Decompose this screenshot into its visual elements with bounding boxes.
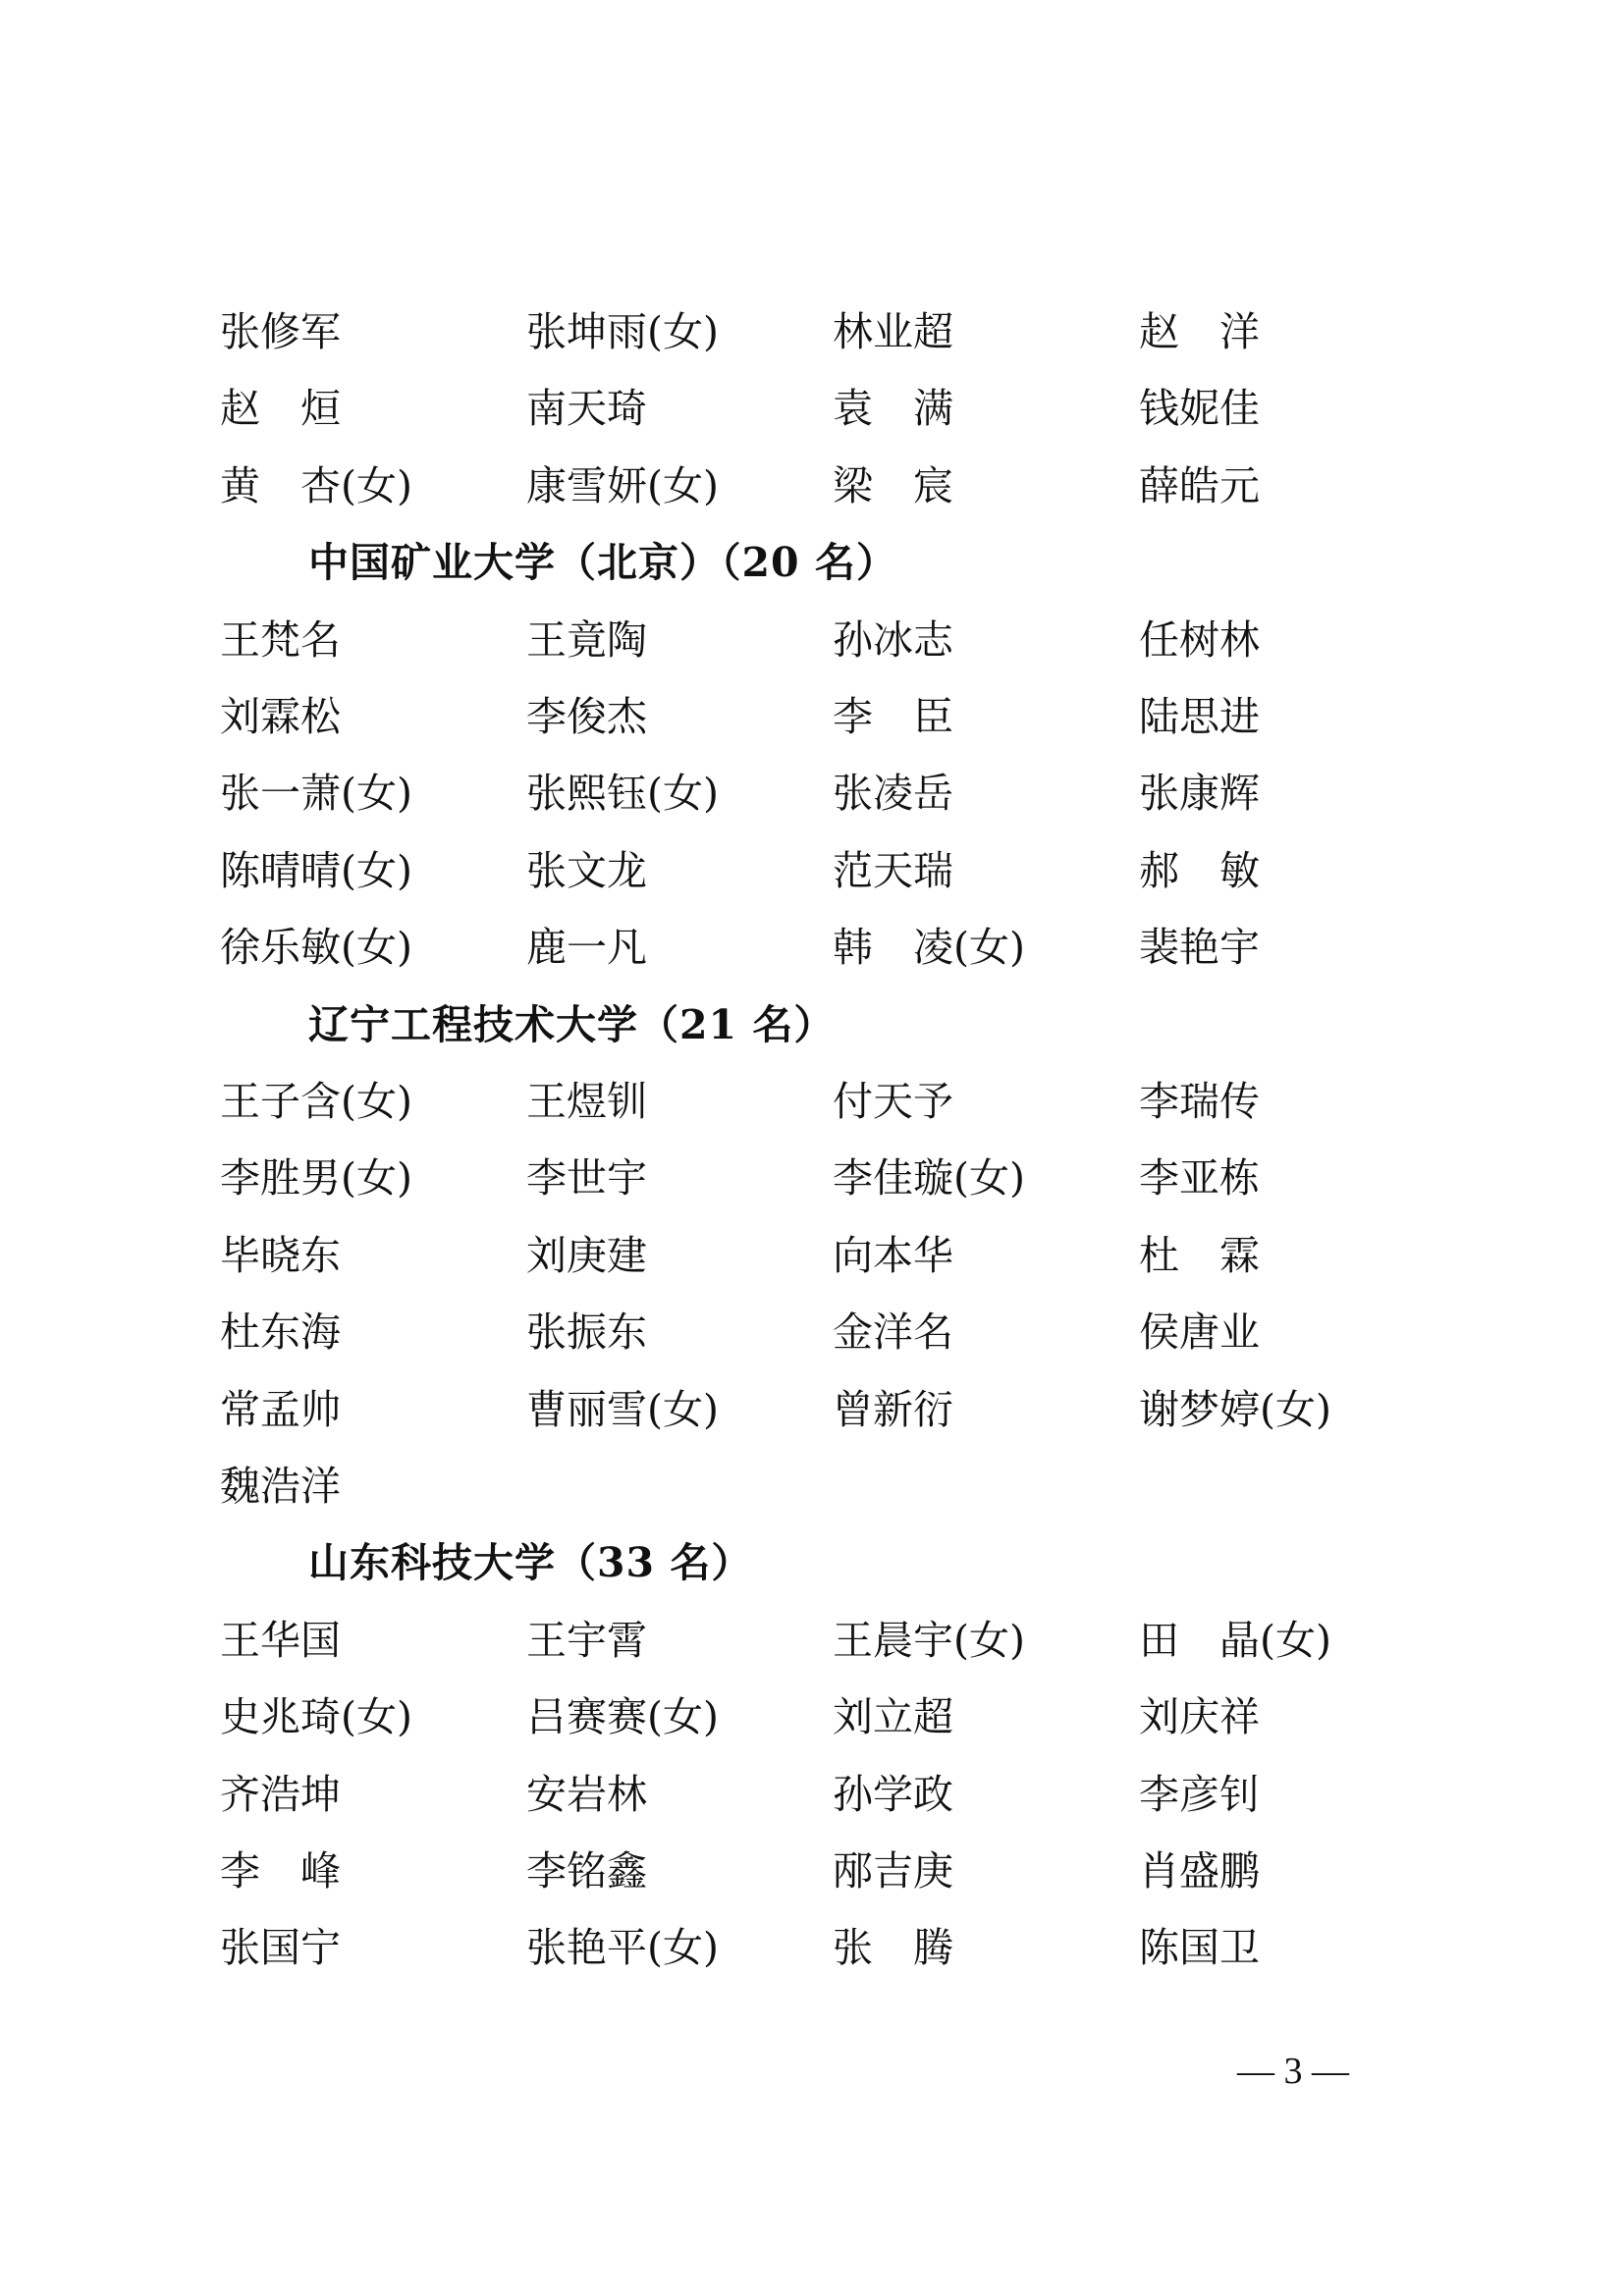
person-name: 齐浩坤 (220, 1770, 341, 1818)
person-name: 金洋名 (833, 1308, 953, 1357)
person-name: 孙冰志 (833, 615, 953, 664)
person-name: 田 晶(女) (1139, 1616, 1331, 1664)
person-name: 王竟陶 (526, 615, 647, 664)
person-name: 张康辉 (1139, 770, 1260, 818)
person-name: 李亚栋 (1139, 1154, 1260, 1202)
person-name: 常孟帅 (220, 1385, 341, 1433)
person-name: 林业超 (833, 308, 953, 355)
person-name: 袁 满 (833, 385, 953, 433)
name-row (0, 1226, 1624, 1285)
person-name: 刘庆祥 (1139, 1693, 1260, 1741)
person-name: 王晨宇(女) (833, 1616, 1025, 1664)
person-name: 李 臣 (833, 693, 953, 740)
person-name: 任树林 (1139, 615, 1260, 664)
section-heading-row (0, 533, 1624, 592)
person-name: 李彦钊 (1139, 1770, 1260, 1818)
person-name: 张凌岳 (833, 770, 953, 818)
person-name: 刘立超 (833, 1693, 953, 1741)
person-name: 张一萧(女) (220, 770, 412, 818)
name-row (0, 841, 1624, 900)
person-name: 张振东 (526, 1308, 647, 1357)
person-name: 赵 烜 (220, 385, 341, 433)
person-name: 向本华 (833, 1231, 953, 1279)
section-heading-row (0, 995, 1624, 1054)
name-row (0, 764, 1624, 823)
person-name: 曾新衍 (833, 1385, 953, 1433)
person-name: 李铭鑫 (526, 1847, 647, 1895)
person-name: 王梵名 (220, 615, 341, 664)
person-name: 张坤雨(女) (526, 308, 719, 355)
name-row (0, 1842, 1624, 1900)
person-name: 梁 宸 (833, 461, 953, 509)
person-name: 李佳璇(女) (833, 1154, 1025, 1202)
person-name: 李瑞传 (1139, 1078, 1260, 1125)
person-name: 张熙钰(女) (526, 770, 719, 818)
name-row (0, 687, 1624, 746)
name-row (0, 1765, 1624, 1824)
name-row (0, 1148, 1624, 1207)
person-name: 史兆琦(女) (220, 1693, 412, 1741)
name-row (0, 611, 1624, 669)
person-name: 杜 霖 (1139, 1231, 1260, 1279)
person-name: 肖盛鹏 (1139, 1847, 1260, 1895)
person-name: 张文龙 (526, 846, 647, 894)
person-name: 张 腾 (833, 1924, 953, 1972)
name-row (0, 1380, 1624, 1439)
section-heading: 山东科技大学（33 名） (308, 1539, 753, 1587)
name-row (0, 1687, 1624, 1746)
person-name: 刘庚建 (526, 1231, 647, 1279)
person-name: 张修军 (220, 308, 341, 355)
person-name: 陈国卫 (1139, 1924, 1260, 1972)
person-name: 毕晓东 (220, 1231, 341, 1279)
person-name: 曹丽雪(女) (526, 1385, 719, 1433)
person-name: 谢梦婷(女) (1139, 1385, 1331, 1433)
person-name: 付天予 (833, 1078, 953, 1125)
person-name: 李 峰 (220, 1847, 341, 1895)
person-name: 刘霖松 (220, 693, 341, 740)
name-row (0, 1457, 1624, 1516)
page-number: — 3 — (1237, 2051, 1349, 2092)
name-row (0, 1611, 1624, 1670)
person-name: 李世宇 (526, 1154, 647, 1202)
person-name: 陈晴晴(女) (220, 846, 412, 894)
person-name: 南天琦 (526, 385, 647, 433)
section-heading: 中国矿业大学（北京）（20 名） (308, 539, 897, 587)
person-name: 王煜钏 (526, 1078, 647, 1125)
person-name: 裴艳宇 (1139, 924, 1260, 972)
person-name: 陆思进 (1139, 693, 1260, 740)
name-row (0, 302, 1624, 361)
person-name: 王子含(女) (220, 1078, 412, 1125)
name-row (0, 379, 1624, 438)
name-row (0, 1303, 1624, 1362)
person-name: 吕赛赛(女) (526, 1693, 719, 1741)
person-name: 孙学政 (833, 1770, 953, 1818)
section-heading: 辽宁工程技术大学（21 名） (308, 1000, 836, 1048)
person-name: 康雪妍(女) (526, 461, 719, 509)
person-name: 邴吉庚 (833, 1847, 953, 1895)
person-name: 张国宁 (220, 1924, 341, 1972)
person-name: 赵 洋 (1139, 308, 1260, 355)
name-row (0, 918, 1624, 977)
person-name: 魏浩洋 (220, 1463, 341, 1510)
name-row (0, 1072, 1624, 1131)
person-name: 黄 杏(女) (220, 461, 412, 509)
person-name: 范天瑞 (833, 846, 953, 894)
person-name: 杜东海 (220, 1308, 341, 1357)
person-name: 李俊杰 (526, 693, 647, 740)
person-name: 王华国 (220, 1616, 341, 1664)
person-name: 钱妮佳 (1139, 385, 1260, 433)
person-name: 郝 敏 (1139, 846, 1260, 894)
person-name: 薛皓元 (1139, 461, 1260, 509)
person-name: 侯唐业 (1139, 1308, 1260, 1357)
person-name: 韩 凌(女) (833, 924, 1025, 972)
name-row (0, 1918, 1624, 1977)
person-name: 安岩林 (526, 1770, 647, 1818)
person-name: 徐乐敏(女) (220, 924, 412, 972)
person-name: 王宇霄 (526, 1616, 647, 1664)
person-name: 张艳平(女) (526, 1924, 719, 1972)
name-row (0, 456, 1624, 515)
person-name: 鹿一凡 (526, 924, 647, 972)
section-heading-row (0, 1533, 1624, 1592)
person-name: 李胜男(女) (220, 1154, 412, 1202)
